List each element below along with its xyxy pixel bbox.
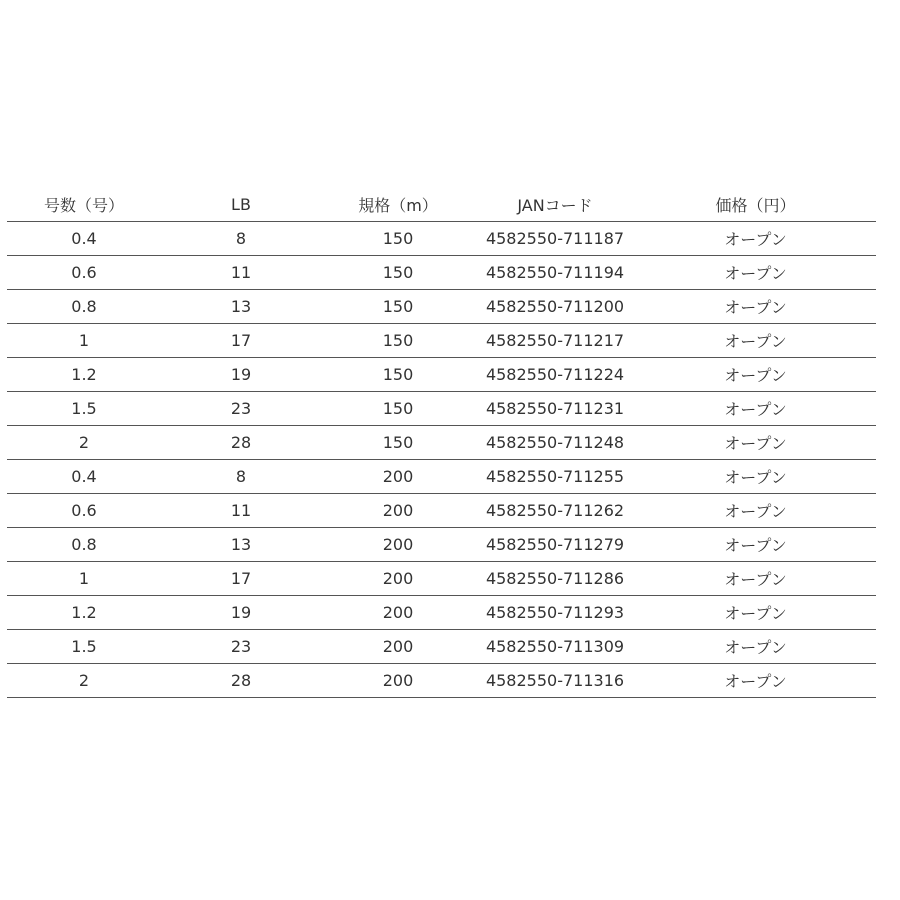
cell-jan-code: 4582550-711217 xyxy=(475,324,635,358)
cell-lb: 28 xyxy=(161,664,321,698)
cell-price-yen: オープン xyxy=(635,596,876,630)
table-row xyxy=(7,392,876,426)
cell-size-gou: 1.5 xyxy=(7,392,161,426)
table-row xyxy=(7,358,876,392)
table-row xyxy=(7,562,876,596)
column-header-size-gou: 号数（号） xyxy=(7,188,161,222)
spec-table xyxy=(7,188,876,698)
table-row xyxy=(7,494,876,528)
cell-price-yen: オープン xyxy=(635,222,876,256)
cell-lb: 11 xyxy=(161,256,321,290)
cell-lb: 23 xyxy=(161,630,321,664)
cell-jan-code: 4582550-711200 xyxy=(475,290,635,324)
cell-length-m: 200 xyxy=(321,630,475,664)
cell-length-m: 200 xyxy=(321,460,475,494)
cell-jan-code: 4582550-711231 xyxy=(475,392,635,426)
cell-size-gou: 1.2 xyxy=(7,596,161,630)
cell-price-yen: オープン xyxy=(635,664,876,698)
cell-jan-code: 4582550-711194 xyxy=(475,256,635,290)
cell-size-gou: 0.4 xyxy=(7,460,161,494)
table-row xyxy=(7,528,876,562)
cell-price-yen: オープン xyxy=(635,324,876,358)
cell-size-gou: 0.4 xyxy=(7,222,161,256)
cell-length-m: 150 xyxy=(321,290,475,324)
column-header-length-m: 規格（m） xyxy=(321,188,475,222)
cell-lb: 17 xyxy=(161,324,321,358)
cell-price-yen: オープン xyxy=(635,290,876,324)
cell-length-m: 150 xyxy=(321,222,475,256)
cell-lb: 28 xyxy=(161,426,321,460)
cell-length-m: 150 xyxy=(321,426,475,460)
cell-price-yen: オープン xyxy=(635,392,876,426)
cell-jan-code: 4582550-711309 xyxy=(475,630,635,664)
cell-length-m: 200 xyxy=(321,562,475,596)
column-header-jan-code: JANコード xyxy=(475,188,635,222)
column-header-lb: LB xyxy=(161,188,321,222)
table-row xyxy=(7,256,876,290)
cell-jan-code: 4582550-711248 xyxy=(475,426,635,460)
cell-price-yen: オープン xyxy=(635,528,876,562)
cell-price-yen: オープン xyxy=(635,630,876,664)
cell-price-yen: オープン xyxy=(635,460,876,494)
table-body xyxy=(7,222,876,698)
cell-lb: 8 xyxy=(161,460,321,494)
cell-lb: 13 xyxy=(161,290,321,324)
cell-lb: 23 xyxy=(161,392,321,426)
cell-length-m: 150 xyxy=(321,358,475,392)
cell-jan-code: 4582550-711255 xyxy=(475,460,635,494)
cell-price-yen: オープン xyxy=(635,494,876,528)
table-row xyxy=(7,426,876,460)
cell-lb: 13 xyxy=(161,528,321,562)
cell-length-m: 200 xyxy=(321,664,475,698)
cell-lb: 11 xyxy=(161,494,321,528)
cell-size-gou: 0.8 xyxy=(7,290,161,324)
cell-size-gou: 0.6 xyxy=(7,256,161,290)
cell-jan-code: 4582550-711224 xyxy=(475,358,635,392)
cell-length-m: 150 xyxy=(321,256,475,290)
cell-price-yen: オープン xyxy=(635,562,876,596)
cell-size-gou: 1.2 xyxy=(7,358,161,392)
cell-jan-code: 4582550-711293 xyxy=(475,596,635,630)
cell-size-gou: 1 xyxy=(7,324,161,358)
header-row xyxy=(7,188,876,222)
cell-size-gou: 1.5 xyxy=(7,630,161,664)
cell-jan-code: 4582550-711187 xyxy=(475,222,635,256)
cell-length-m: 200 xyxy=(321,528,475,562)
cell-jan-code: 4582550-711286 xyxy=(475,562,635,596)
table-header xyxy=(7,188,876,222)
cell-lb: 8 xyxy=(161,222,321,256)
table-row xyxy=(7,460,876,494)
table-row xyxy=(7,596,876,630)
cell-length-m: 150 xyxy=(321,324,475,358)
cell-price-yen: オープン xyxy=(635,426,876,460)
cell-jan-code: 4582550-711316 xyxy=(475,664,635,698)
table-row xyxy=(7,664,876,698)
cell-size-gou: 2 xyxy=(7,664,161,698)
cell-price-yen: オープン xyxy=(635,358,876,392)
cell-lb: 19 xyxy=(161,596,321,630)
table-row xyxy=(7,630,876,664)
table-row xyxy=(7,324,876,358)
cell-price-yen: オープン xyxy=(635,256,876,290)
cell-size-gou: 0.8 xyxy=(7,528,161,562)
cell-lb: 17 xyxy=(161,562,321,596)
cell-jan-code: 4582550-711262 xyxy=(475,494,635,528)
cell-lb: 19 xyxy=(161,358,321,392)
cell-size-gou: 1 xyxy=(7,562,161,596)
column-header-price-yen: 価格（円） xyxy=(635,188,876,222)
cell-length-m: 150 xyxy=(321,392,475,426)
cell-length-m: 200 xyxy=(321,596,475,630)
table-row xyxy=(7,290,876,324)
cell-jan-code: 4582550-711279 xyxy=(475,528,635,562)
cell-length-m: 200 xyxy=(321,494,475,528)
cell-size-gou: 2 xyxy=(7,426,161,460)
table-row xyxy=(7,222,876,256)
cell-size-gou: 0.6 xyxy=(7,494,161,528)
